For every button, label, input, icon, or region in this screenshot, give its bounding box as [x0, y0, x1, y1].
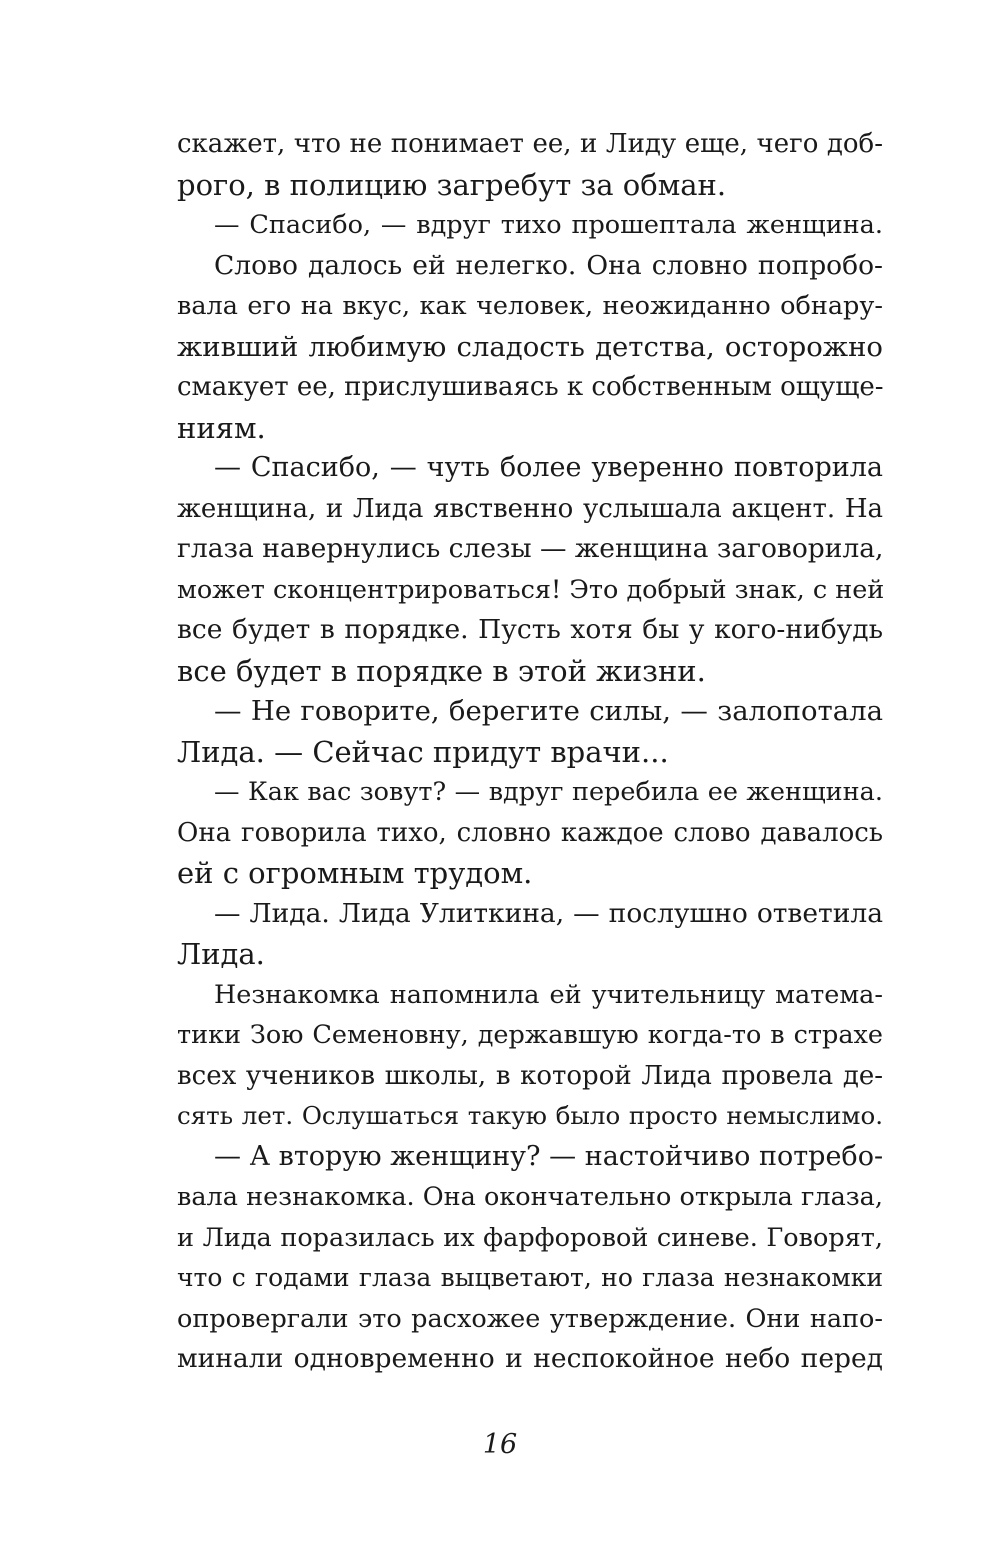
text-line: минали одновременно и неспокойное небо перед	[177, 1343, 883, 1374]
text-line: вала его на вкус, как человек, неожиданно обнару-	[177, 291, 883, 321]
body-text	[177, 124, 883, 1380]
text-line: — Спасибо, — чуть более уверенно повторила	[214, 452, 883, 483]
text-line: — Не говорите, берегите силы, — залопотала	[214, 695, 883, 727]
text-line: что с годами глаза выцветают, но глаза незнакомки	[177, 1263, 883, 1292]
text-line: ей с огромным трудом.	[177, 856, 533, 890]
text-line: тики Зою Семеновну, державшую когда-то в страхе	[177, 1020, 883, 1050]
text-line: вала незнакомка. Она окончательно открыла глаза,	[177, 1182, 883, 1212]
text-line: — Как вас зовут? — вдруг перебила ее женщина.	[214, 777, 883, 807]
text-line: живший любимую сладость детства, осторожно	[177, 330, 883, 363]
text-line: может сконцентрироваться! Это добрый знак, с ней	[177, 574, 885, 605]
text-line: Лида. — Сейчас придут врачи...	[177, 734, 669, 769]
text-line: ниям.	[177, 410, 266, 445]
text-line: Незнакомка напомнила ей учительницу матема-	[214, 979, 883, 1010]
text-line: смакует ее, прислушиваясь к собственным ощуще-	[177, 372, 884, 402]
text-line: скажет, что не понимает ее, и Лиду еще, чего доб-	[177, 129, 883, 159]
text-line: — А вторую женщину? — настойчиво потребо-	[214, 1140, 884, 1172]
text-line: все будет в порядке. Пусть хотя бы у кого-нибудь	[177, 614, 883, 645]
text-line: глаза навернулись слезы — женщина заговорила,	[177, 533, 884, 564]
text-line: Слово далось ей нелегко. Она словно попробо-	[214, 249, 883, 281]
page-number: 16	[482, 1429, 518, 1460]
text-line: сять лет. Ослушаться такую было просто немыслимо.	[177, 1101, 883, 1130]
text-line: Она говорила тихо, словно каждое слово давалось	[177, 817, 883, 848]
text-line: все будет в порядке в этой жизни.	[177, 653, 706, 688]
text-line: опровергали это расхожее утверждение. Они напо-	[177, 1303, 883, 1334]
text-line: — Лида. Лида Улиткина, — послушно ответила	[214, 897, 883, 929]
text-line: всех учеников школы, в которой Лида провела де-	[177, 1060, 883, 1091]
text-line: Лида.	[177, 937, 265, 971]
text-line: рого, в полицию загребут за обман.	[177, 167, 727, 202]
text-line: женщина, и Лида явственно услышала акцент. На	[177, 493, 883, 524]
text-line: — Спасибо, — вдруг тихо прошептала женщина.	[214, 210, 883, 240]
text-line: и Лида поразилась их фарфоровой синеве. Говорят,	[177, 1222, 883, 1253]
